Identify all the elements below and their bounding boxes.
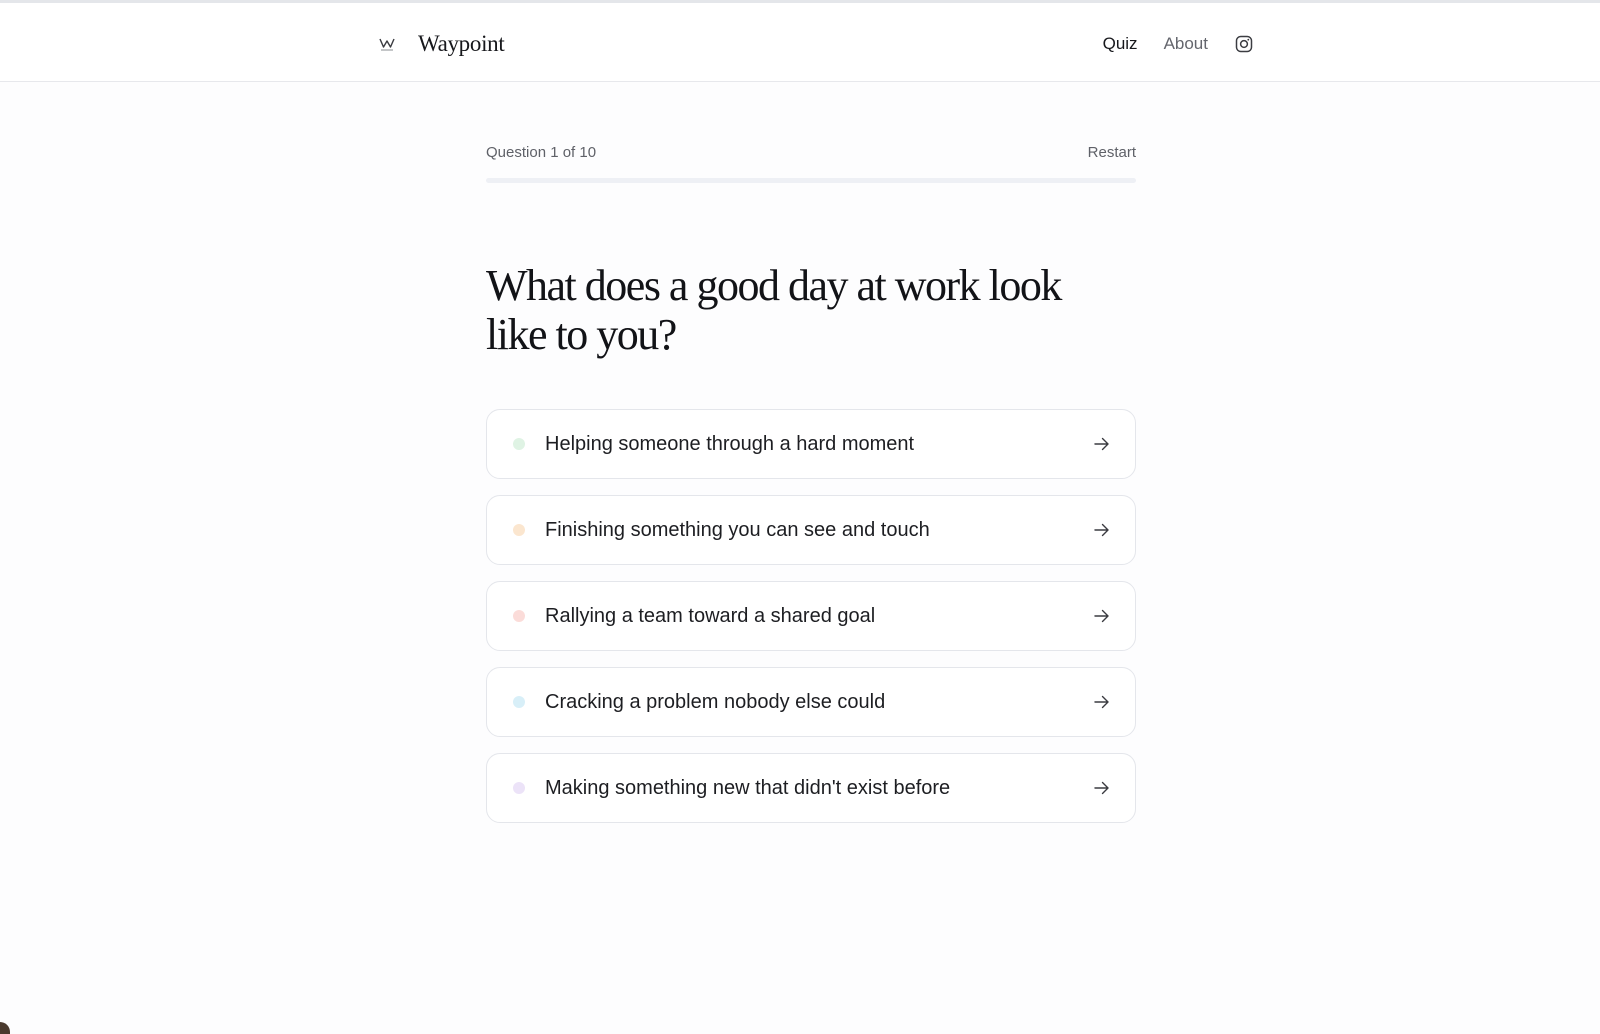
option-color-dot bbox=[513, 524, 525, 536]
nav-link-quiz[interactable]: Quiz bbox=[1102, 34, 1138, 53]
question-title: What does a good day at work look like to you? bbox=[486, 261, 1061, 359]
arrow-right-icon bbox=[1093, 779, 1111, 797]
option-color-dot bbox=[513, 438, 525, 450]
arrow-right-icon bbox=[1093, 607, 1111, 625]
answer-option[interactable] bbox=[486, 753, 1136, 823]
instagram-icon[interactable] bbox=[1234, 34, 1254, 54]
progress-text: Question 1 of 10 bbox=[486, 143, 597, 161]
progress-bar bbox=[486, 178, 1136, 183]
option-color-dot bbox=[513, 782, 525, 794]
nav-link-about[interactable]: About bbox=[1163, 34, 1208, 53]
answer-option[interactable] bbox=[486, 495, 1136, 565]
arrow-right-icon bbox=[1093, 521, 1111, 539]
option-label: Cracking a problem nobody else could bbox=[545, 690, 886, 713]
option-color-dot bbox=[513, 610, 525, 622]
progress-header bbox=[486, 140, 1136, 164]
main-nav bbox=[1103, 29, 1254, 59]
option-label: Making something new that didn't exist before bbox=[545, 776, 951, 799]
answer-option[interactable] bbox=[486, 409, 1136, 479]
quiz-panel bbox=[486, 140, 1136, 839]
answer-options bbox=[486, 409, 1136, 823]
site-header bbox=[0, 3, 1600, 82]
answer-option[interactable] bbox=[486, 667, 1136, 737]
brand[interactable] bbox=[374, 27, 504, 61]
arrow-right-icon bbox=[1093, 435, 1111, 453]
waypoint-logo-icon bbox=[374, 31, 400, 57]
arrow-right-icon bbox=[1093, 693, 1111, 711]
option-label: Helping someone through a hard moment bbox=[545, 432, 915, 455]
brand-name: Waypoint bbox=[418, 31, 505, 56]
option-label: Finishing something you can see and touch bbox=[545, 518, 930, 541]
option-label: Rallying a team toward a shared goal bbox=[545, 604, 876, 627]
option-color-dot bbox=[513, 696, 525, 708]
answer-option[interactable] bbox=[486, 581, 1136, 651]
window-corner bbox=[0, 1022, 10, 1034]
restart-button[interactable]: Restart bbox=[1087, 143, 1136, 161]
